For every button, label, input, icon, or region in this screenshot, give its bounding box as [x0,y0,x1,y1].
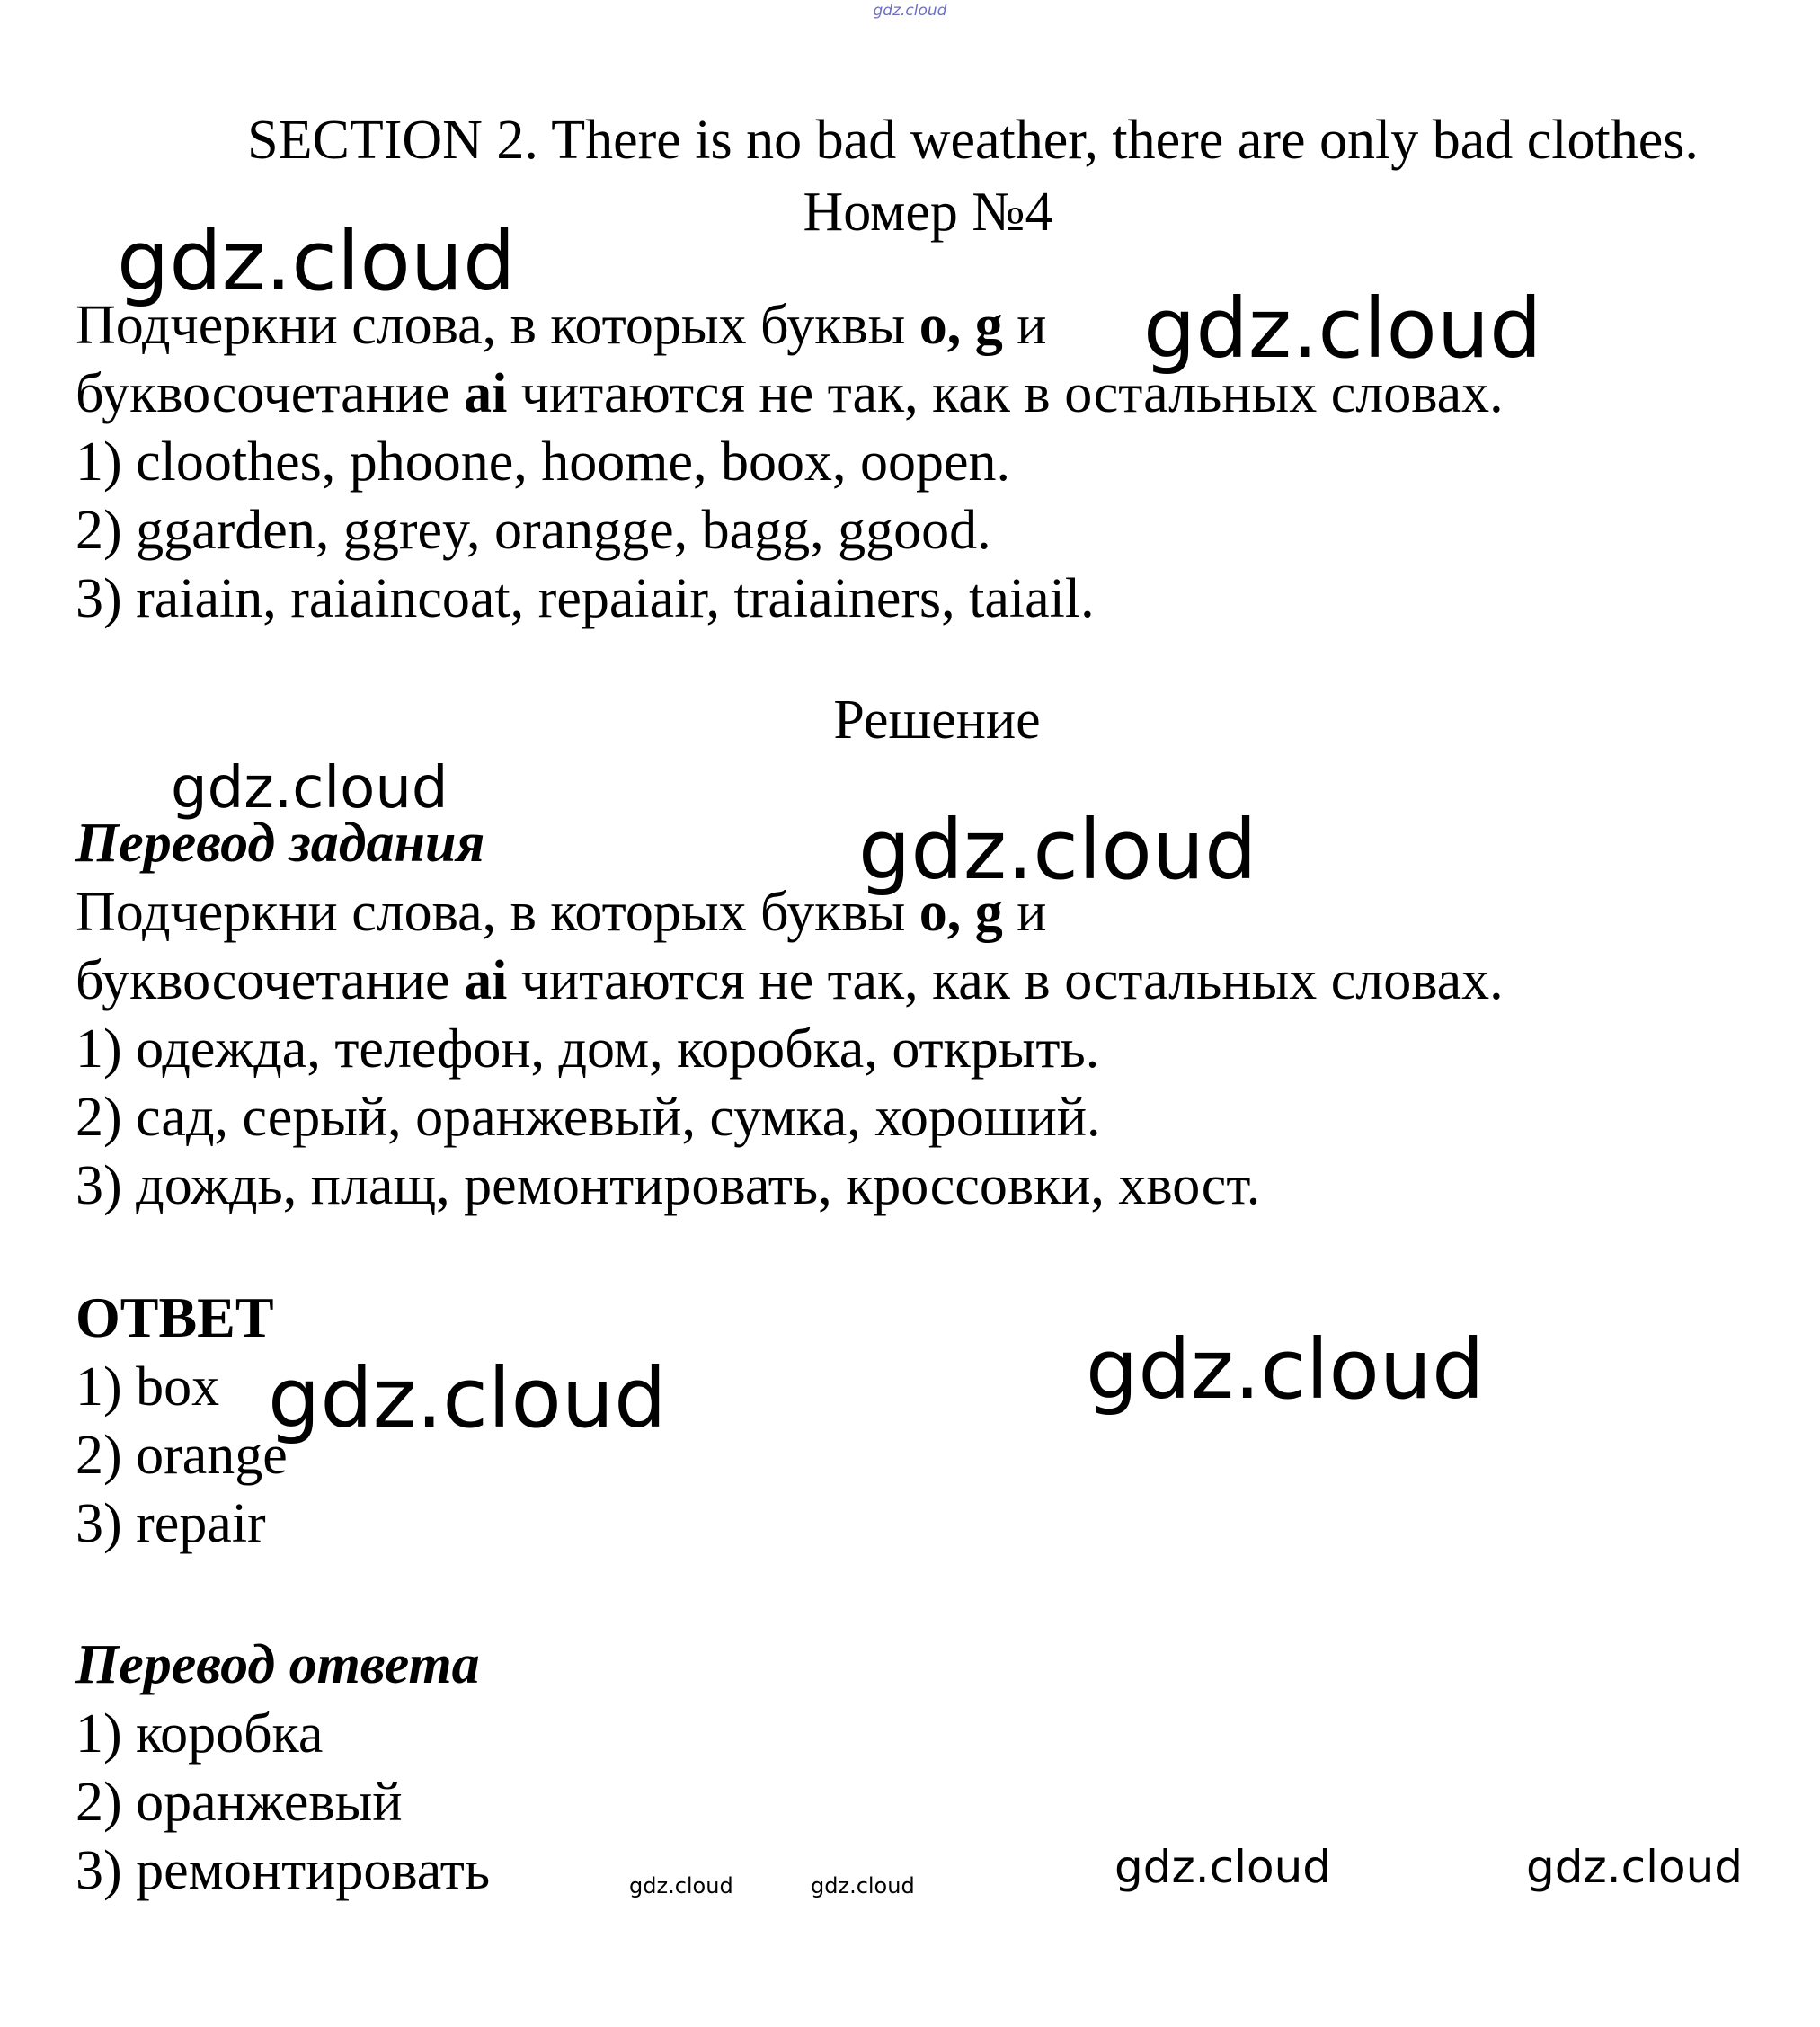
task-intro-line-1: Подчеркни слова, в которых буквы o, g и [75,295,1047,356]
translation-intro-line-2: буквосочетание ai читаются не так, как в остальных словах. [75,950,1504,1011]
answer-item-3: 3) repair [75,1493,266,1554]
answer-item-2: 2) orange [75,1425,288,1486]
answer-translation-heading: Перевод ответа [75,1634,480,1695]
task-item-3: 3) raiain, raiaincoat, repaiair, traiainers, taiail. [75,568,1095,629]
task-intro-line-2: буквосочетание ai читаются не так, как в остальных словах. [75,363,1504,424]
watermark: gdz.cloud [1114,1841,1332,1893]
watermark: gdz.cloud [117,213,516,309]
translation-item-3: 3) дождь, плащ, ремонтировать, кроссовки, хвост. [75,1155,1261,1216]
watermark: gdz.cloud [1143,280,1542,377]
watermark: gdz.cloud [629,1873,733,1898]
answer-translation-item-2: 2) оранжевый [75,1772,403,1833]
watermark: gdz.cloud [268,1350,667,1446]
answer-item-1: 1) box [75,1356,220,1418]
solution-title: Решение [833,689,1041,751]
task-number: Номер №4 [803,182,1053,243]
task-item-1: 1) cloothes, phoone, hoome, boox, oopen. [75,431,1011,493]
watermark: gdz.cloud [171,755,448,822]
answer-translation-item-3: 3) ремонтировать [75,1840,491,1901]
watermark: gdz.cloud [1086,1321,1485,1418]
translation-item-1: 1) одежда, телефон, дом, коробка, открыть. [75,1018,1100,1080]
answer-translation-item-1: 1) коробка [75,1703,324,1765]
translation-item-2: 2) сад, серый, оранжевый, сумка, хороший. [75,1087,1101,1148]
watermark: gdz.cloud [1526,1841,1744,1893]
task-item-2: 2) ggarden, ggrey, orangge, bagg, ggood. [75,500,991,561]
top-watermark: gdz.cloud [873,2,947,20]
translation-heading: Перевод задания [75,813,485,874]
answer-heading: ОТВЕТ [75,1285,274,1349]
section-title: SECTION 2. There is no bad weather, there are only bad clothes. [247,110,1699,171]
translation-intro-line-1: Подчеркни слова, в которых буквы o, g и [75,882,1047,943]
watermark: gdz.cloud [858,802,1257,898]
watermark: gdz.cloud [811,1873,915,1898]
